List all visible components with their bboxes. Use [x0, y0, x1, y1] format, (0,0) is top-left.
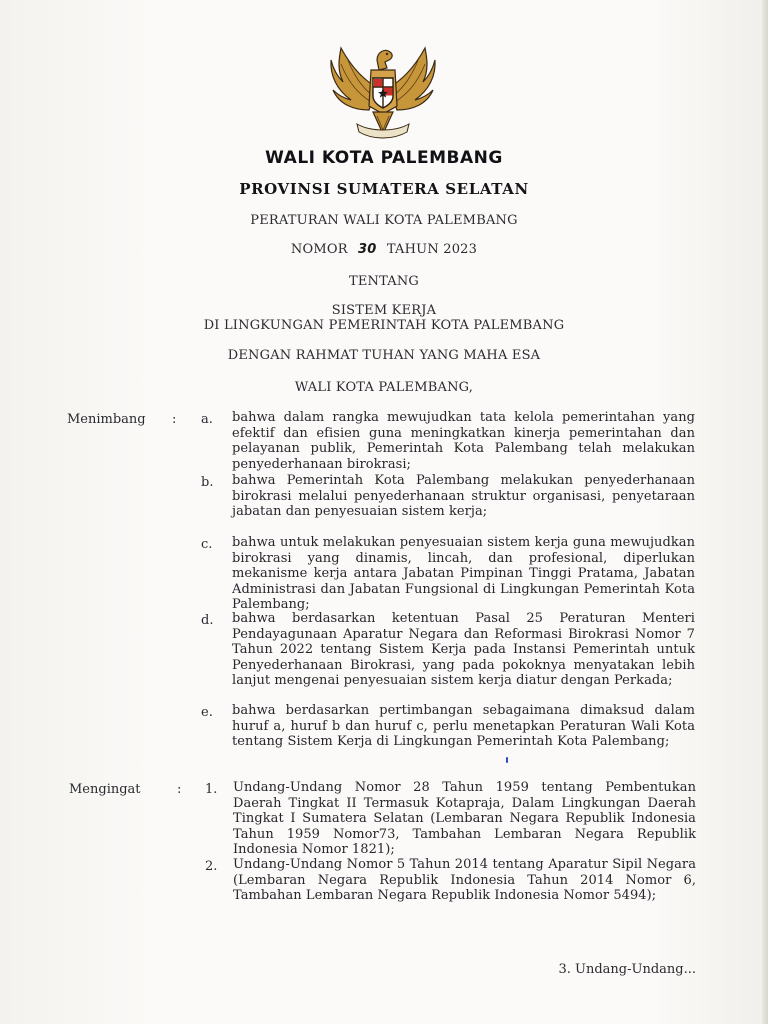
- number-prefix: NOMOR: [290, 242, 348, 257]
- issuer-title: WALI KOTA PALEMBANG: [265, 148, 503, 168]
- menimbang-item-d: bahwa berdasarkan ketentuan Pasal 25 Peraturan Menteri Pendayagunaan Aparatur Negara dan Reformasi Birokrasi Nomor 7 Tahun 2022 tentang Sistem Kerja pada Instansi Pemerintah untuk Penyederhanaan Birokrasi, yang pada pokoknya menyatakan lebih lanjut mengenai penyesuaian sistem kerja diatur dengan Perkada;: [232, 611, 695, 689]
- menimbang-mark-c: c.: [201, 537, 213, 552]
- province-title: PROVINSI SUMATERA SELATAN: [239, 180, 529, 198]
- menimbang-colon: :: [172, 412, 177, 427]
- menimbang-item-a: bahwa dalam rangka mewujudkan tata kelola pemerintahan yang efektif dan efisien guna meningkatkan kinerja pemerintahan dan pelayanan publik, Pemerintah Kota Palembang telah melakukan penyederhanaan birokrasi;: [232, 410, 695, 472]
- about-heading: TENTANG: [348, 274, 420, 289]
- menimbang-mark-d: d.: [201, 613, 214, 628]
- ink-mark: [506, 757, 508, 763]
- menimbang-item-b: bahwa Pemerintah Kota Palembang melakukan penyederhanaan birokrasi melalui penyederhanaan struktur organisasi, penyetaraan jabatan dan penyesuaian sistem kerja;: [232, 473, 695, 520]
- subject-line-2: DI LINGKUNGAN PEMERINTAH KOTA PALEMBANG: [203, 318, 565, 333]
- garuda-emblem-icon: [327, 40, 439, 142]
- regulation-number: 30: [358, 242, 377, 257]
- authority-line: WALI KOTA PALEMBANG,: [294, 380, 474, 395]
- subject-line-1: SISTEM KERJA: [331, 303, 437, 318]
- mengingat-item-2: Undang-Undang Nomor 5 Tahun 2014 tentang Aparatur Sipil Negara (Lembaran Negara Republik Indonesia Tahun 2014 Nomor 6, Tambahan Lembaran Negara Republik Indonesia Nomor 5494);: [233, 857, 696, 904]
- mengingat-label: Mengingat: [69, 782, 141, 797]
- menimbang-item-e: bahwa berdasarkan pertimbangan sebagaimana dimaksud dalam huruf a, huruf b dan huruf c, perlu menetapkan Peraturan Wali Kota tentang Sistem Kerja di Lingkungan Pemerintah Kota Palembang;: [232, 703, 695, 750]
- mengingat-mark-1: 1.: [205, 782, 218, 797]
- regulation-year: TAHUN 2023: [386, 242, 478, 257]
- blessing-line: DENGAN RAHMAT TUHAN YANG MAHA ESA: [227, 348, 541, 363]
- mengingat-mark-2: 2.: [205, 859, 218, 874]
- menimbang-label: Menimbang: [67, 412, 146, 427]
- menimbang-mark-b: b.: [201, 475, 214, 490]
- mengingat-colon: :: [177, 782, 182, 797]
- regulation-type: PERATURAN WALI KOTA PALEMBANG: [250, 213, 518, 228]
- page-continuation: 3. Undang-Undang...: [558, 962, 696, 977]
- mengingat-item-1: Undang-Undang Nomor 28 Tahun 1959 tentang Pembentukan Daerah Tingkat II Termasuk Kotapraja, Dalam Lingkungan Daerah Tingkat I Sumatera Selatan (Lembaran Negara Republik Indonesia Tahun 1959 Nomor73, Tambahan Lembaran Negara Republik Indonesia Nomor 1821);: [233, 780, 696, 858]
- regulation-number-line: [0, 242, 768, 257]
- menimbang-item-c: bahwa untuk melakukan penyesuaian sistem kerja guna mewujudkan birokrasi yang dinamis, lincah, dan profesional, diperlukan mekanisme kerja antara Jabatan Pimpinan Tinggi Pratama, Jabatan Administrasi dan Jabatan Fungsional di Lingkungan Pemerintah Kota Palembang;: [232, 535, 695, 613]
- menimbang-mark-e: e.: [201, 705, 213, 720]
- menimbang-mark-a: a.: [201, 412, 213, 427]
